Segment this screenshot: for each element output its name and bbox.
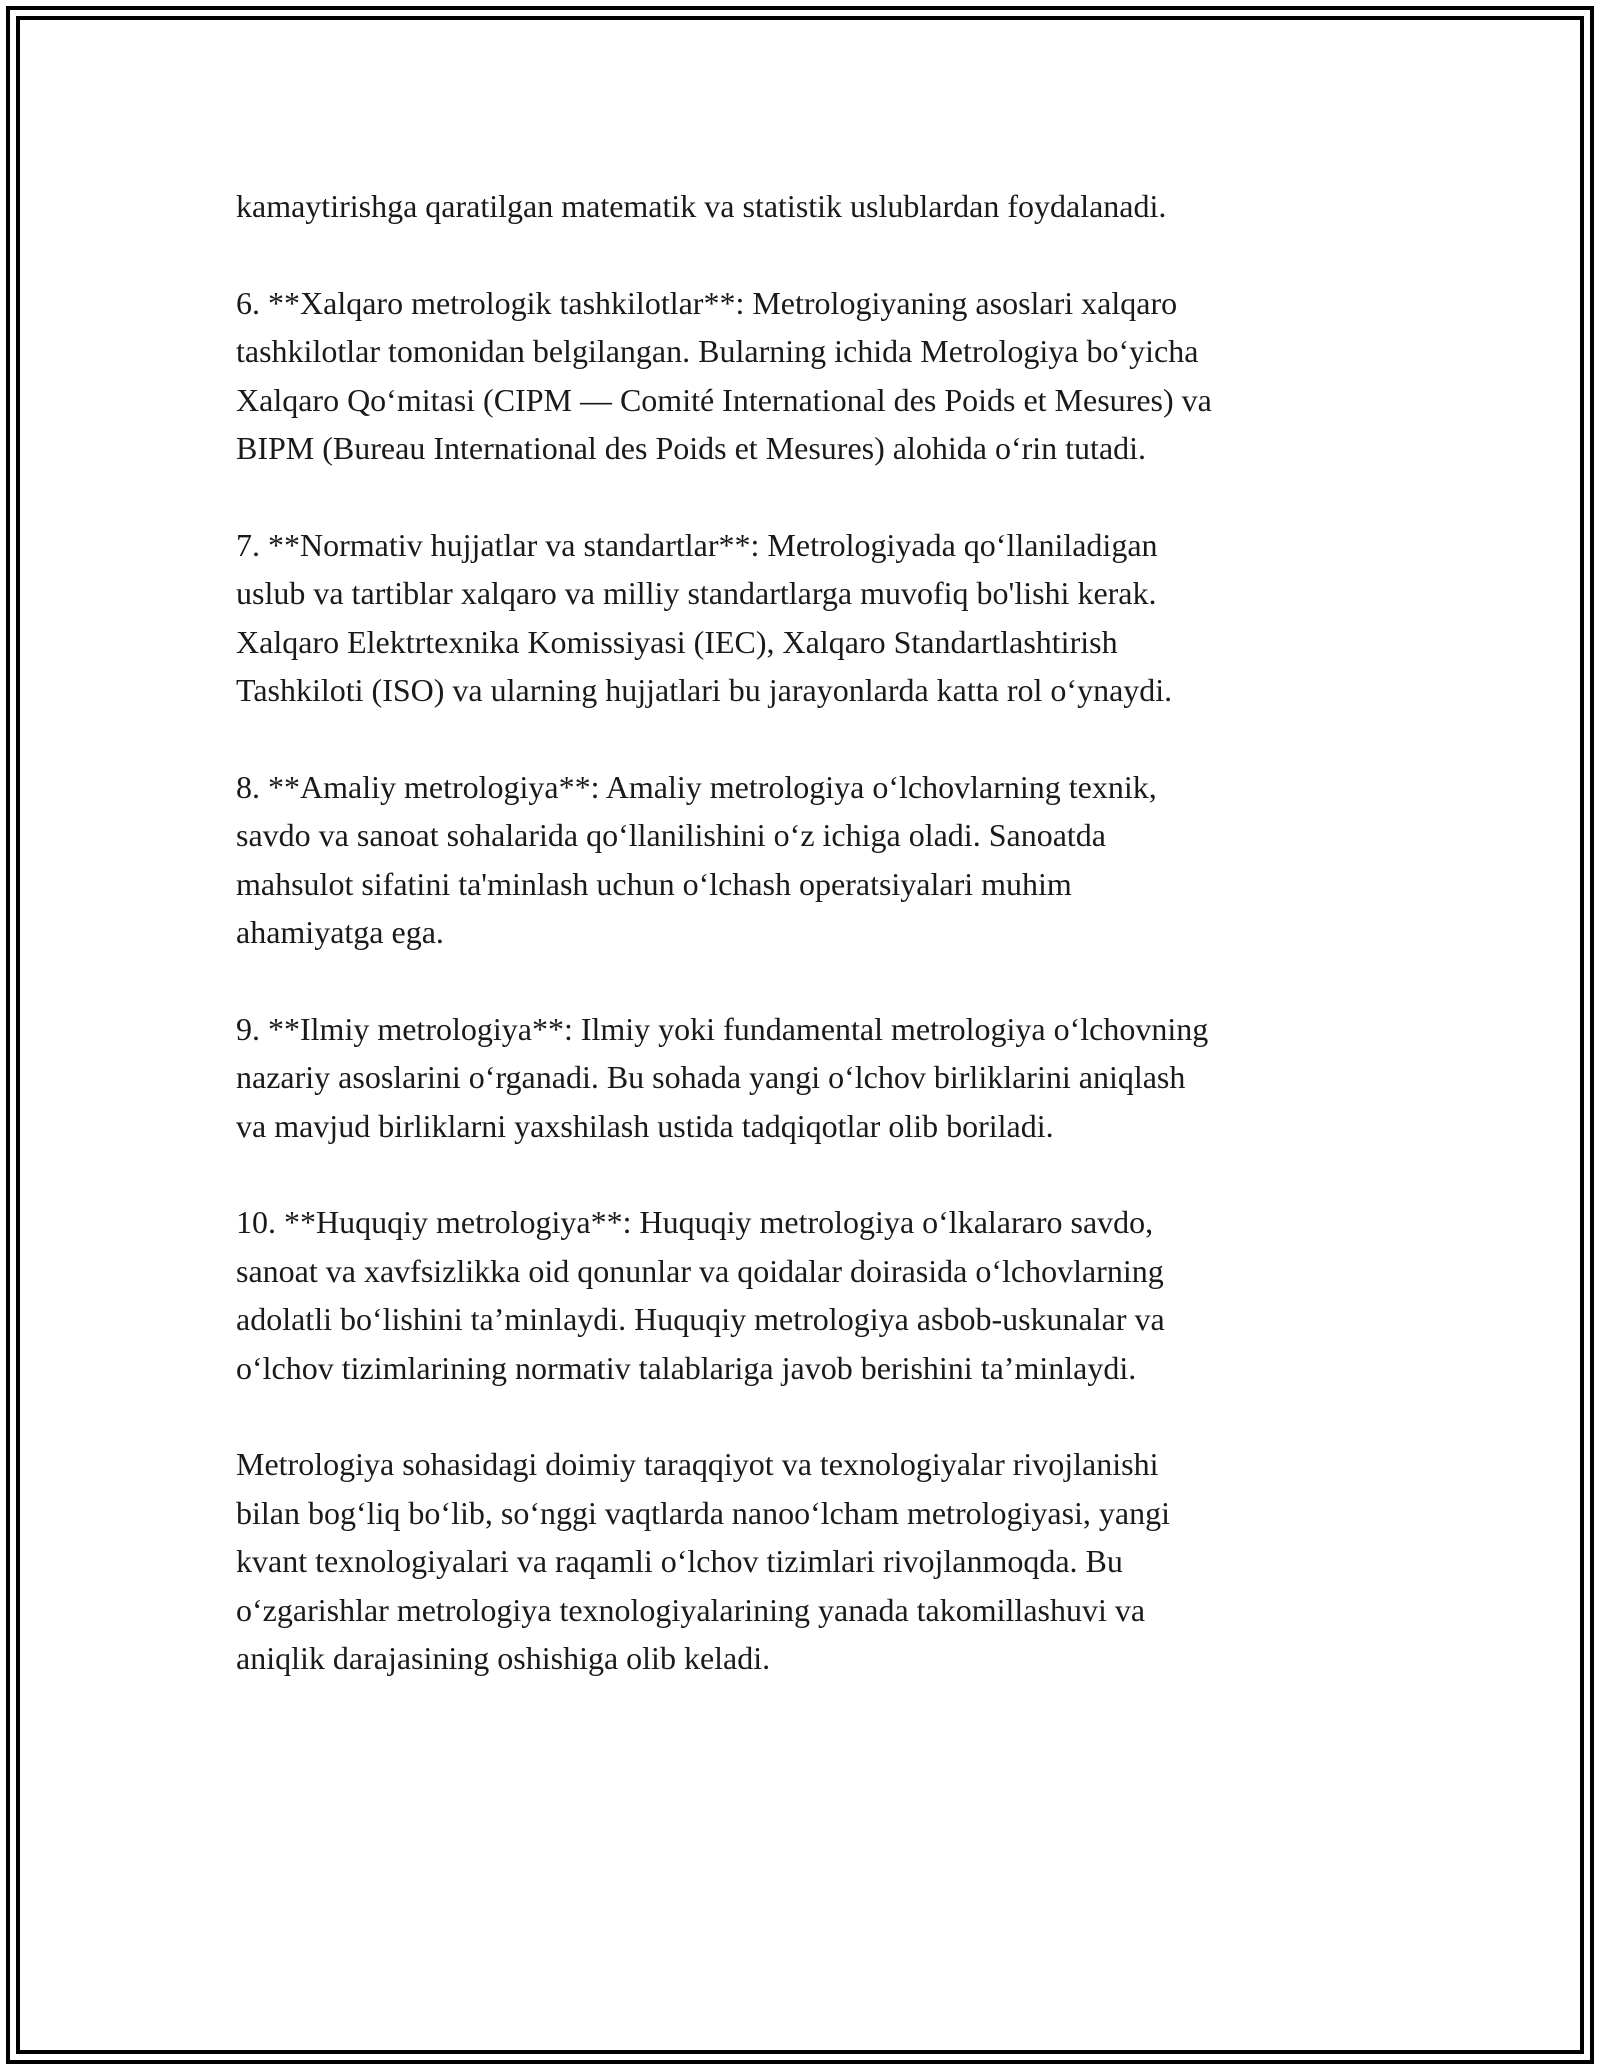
paragraph-item-10: 10. **Huquqiy metrologiya**: Huquqiy metrologiya o‘lkalararo savdo, sanoat va xavfsizlikka oid qonunlar va qoidalar doirasida o‘lchovlarning adolatli bo‘lishini ta’minlaydi. Huquqiy metrologiya asbob-uskunalar va o‘lchov tizimlarining normativ talablariga javob berishini ta’minlaydi.: [236, 1204, 1165, 1386]
document-body: [236, 182, 1366, 1683]
paragraph-item-6: 6. **Xalqaro metrologik tashkilotlar**: Metrologiyaning asoslari xalqaro tashkilotlar tomonidan belgilangan. Bularning ichida Metrologiya bo‘yicha Xalqaro Qo‘mitasi (CIPM — Comité International des Poids et Mesures) va BIPM (Bureau International des Poids et Mesures) alohida o‘rin tutadi.: [236, 284, 1212, 467]
paragraph-item-8: 8. **Amaliy metrologiya**: Amaliy metrologiya o‘lchovlarning texnik, savdo va sanoat sohalarida qo‘llanilishini o‘z ichiga oladi. Sanoatda mahsulot sifatini ta'minlash uchun o‘lchash operatsiyalari muhim ahamiyatga ega.: [236, 768, 1157, 951]
paragraph-item-7: 7. **Normativ hujjatlar va standartlar**: Metrologiyada qo‘llaniladigan uslub va tartiblar xalqaro va milliy standartlarga muvofiq bo'lishi kerak. Xalqaro Elektrtexnika Komissiyasi (IEC), Xalqaro Standartlashtirish Tashkiloti (ISO) va ularning hujjatlari bu jarayonlarda katta rol o‘ynaydi.: [236, 526, 1173, 709]
paragraph-item-9: 9. **Ilmiy metrologiya**: Ilmiy yoki fundamental metrologiya o‘lchovning nazariy asoslarini o‘rganadi. Bu sohada yangi o‘lchov birliklarini aniqlash va mavjud birliklarni yaxshilash ustida tadqiqotlar olib boriladi.: [236, 1010, 1209, 1144]
paragraph-conclusion: Metrologiya sohasidagi doimiy taraqqiyot va texnologiyalar rivojlanishi bilan bog‘liq bo‘lib, so‘nggi vaqtlarda nanoo‘lcham metrologiyasi, yangi kvant texnologiyalari va raqamli o‘lchov tizimlari rivojlanmoqda. Bu o‘zgarishlar metrologiya texnologiyalarining yanada takomillashuvi va aniqlik darajasining oshishiga olib keladi.: [236, 1446, 1171, 1677]
paragraph-continuation: kamaytirishga qaratilgan matematik va statistik uslublardan foydalanadi.: [236, 188, 1167, 224]
